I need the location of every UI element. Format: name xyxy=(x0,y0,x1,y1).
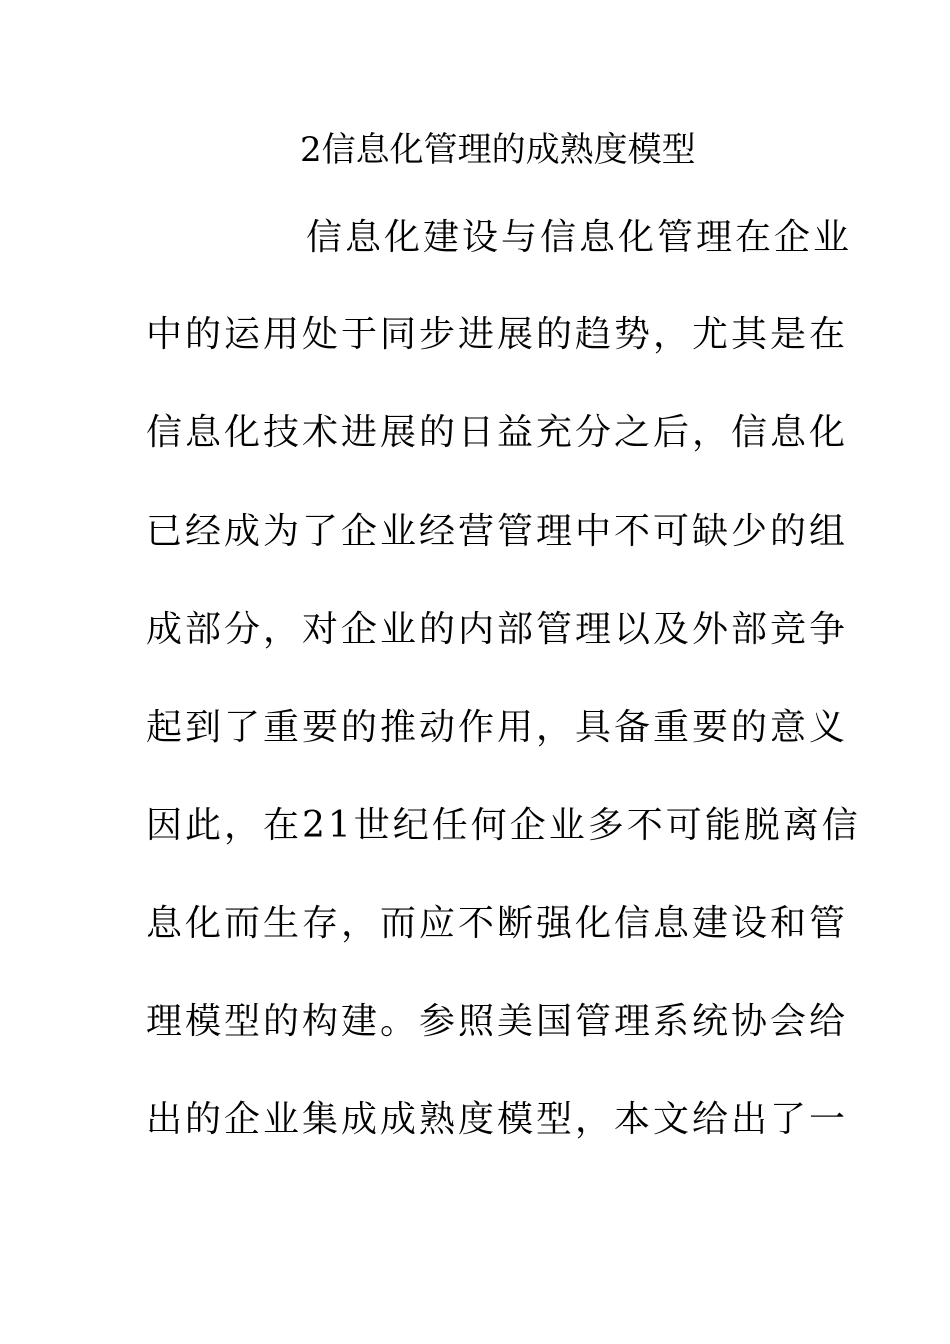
paragraph-line: 起到了重要的推动作用，具备重要的意义 xyxy=(146,707,849,748)
paragraph-line: 出的企业集成成熟度模型，本文给出了一 xyxy=(146,1099,849,1140)
paragraph-line: 息化而生存，而应不断强化信息建设和管 xyxy=(146,903,849,944)
paragraph-line: 中的运用处于同步进展的趋势，尤其是在 xyxy=(146,314,849,355)
paragraph-line: 已经成为了企业经营管理中不可缺少的组 xyxy=(146,511,849,552)
section-heading: 2信息化管理的成熟度模型 xyxy=(300,130,696,170)
paragraph-line: 因此，在21世纪任何企业多不可能脱离信 xyxy=(146,805,861,846)
paragraph-line: 信息化建设与信息化管理在企业 xyxy=(306,217,853,258)
paragraph-line: 信息化技术进展的日益充分之后，信息化 xyxy=(146,412,849,453)
paragraph-line: 成部分，对企业的内部管理以及外部竞争 xyxy=(146,609,849,650)
paragraph-line: 理模型的构建。参照美国管理系统协会给 xyxy=(146,1001,849,1042)
